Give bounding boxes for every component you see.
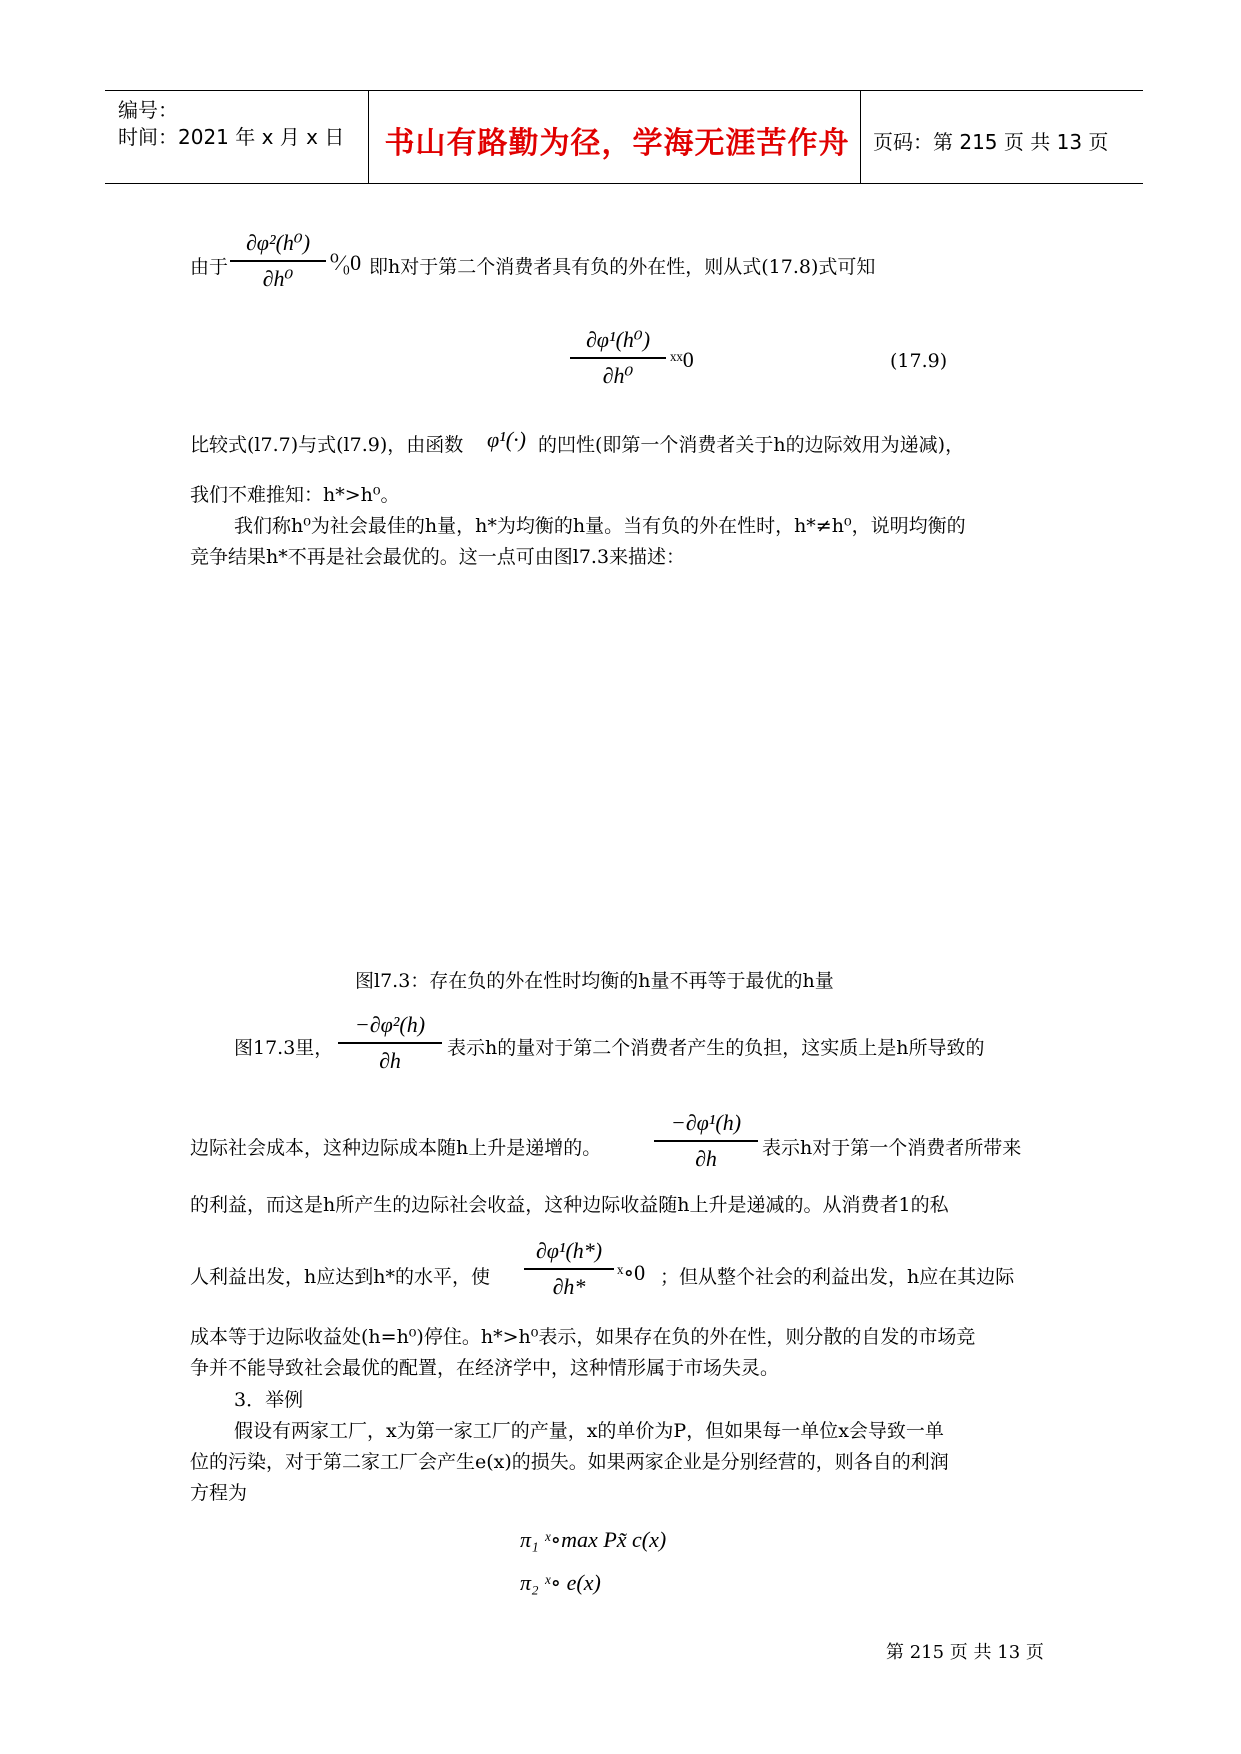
line2-prefix: 比较式(l7.7)与式(l7.9)，由函数 [190, 434, 464, 456]
para2-line2: 竞争结果h*不再是社会最优的。这一点可由图l7.3来描述： [190, 546, 686, 568]
fraction-3 [654, 1108, 758, 1174]
fraction-3-numerator: −∂φ¹(h) [670, 1110, 742, 1135]
header-time-label: 时间：2021 年 x 月 x 日 [118, 125, 345, 149]
header-motto: 书山有路勤为径，学海无涯苦作舟 [384, 126, 850, 161]
fraction-1 [230, 228, 326, 294]
header-number-label: 编号： [118, 98, 178, 122]
fraction-1-numerator: ∂φ²(h⁰) [245, 230, 311, 255]
equation-17-9-fraction [570, 325, 666, 391]
para9-line3: 方程为 [190, 1482, 248, 1504]
para8: 争并不能导致社会最优的配置，在经济学中，这种情形属于市场失灵。 [190, 1357, 780, 1379]
page-footer: 第 215 页 共 13 页 [886, 1642, 1044, 1663]
para6-suffix: ；但从整个社会的利益出发，h应在其边际 [660, 1266, 1015, 1288]
line2-suffix: 的凹性(即第一个消费者关于h的边际效用为递减)， [538, 434, 965, 456]
equation-17-9-numerator: ∂φ¹(h⁰) [585, 327, 651, 352]
line1-prefix: 由于 [190, 256, 229, 278]
equation-17-9-relation: ˣˣ0 [670, 347, 694, 372]
para6-relation: ˣ∘0 [617, 1260, 646, 1285]
line3: 我们不难推知：h*>h⁰。 [190, 484, 400, 506]
header-top-rule [105, 90, 1143, 91]
header-divider-left [368, 91, 369, 184]
para7: 成本等于边际收益处(h=h⁰)停住。h*>h⁰表示，如果存在负的外在性，则分散的自发的市场竞 [190, 1326, 976, 1348]
section-3-heading: 3．举例 [234, 1389, 304, 1411]
fraction-2-denominator: ∂h [379, 1047, 401, 1073]
fraction-4 [524, 1236, 614, 1302]
para3-suffix: 表示h的量对于第二个消费者产生的负担，这实质上是h所导致的 [447, 1037, 985, 1059]
line1-suffix: 即h对于第二个消费者具有负的外在性，则从式(17.8)式可知 [369, 256, 876, 278]
para4-suffix: 表示h对于第一个消费者所带来 [762, 1137, 1022, 1159]
fraction-3-bar [654, 1140, 758, 1142]
fraction-4-bar [524, 1268, 614, 1270]
equation-pi1: π₁ ˣ∘max Px̃ c(x) [520, 1527, 667, 1552]
fraction-4-denominator: ∂h* [552, 1273, 586, 1299]
header-page-label: 页码：第 215 页 共 13 页 [873, 130, 1109, 154]
equation-17-9-denominator: ∂h⁰ [602, 362, 634, 388]
para9-line2: 位的污染，对于第二家工厂会产生e(x)的损失。如果两家企业是分别经营的，则各自的利润 [190, 1451, 949, 1473]
line1-relation: ⁰⁄₀0 [330, 250, 362, 275]
para6-prefix: 人利益出发，h应达到h*的水平，使 [190, 1266, 490, 1288]
line2-function: φ¹(·) [487, 427, 526, 452]
equation-pi2: π₂ ˣ∘ e(x) [520, 1570, 601, 1595]
fraction-2 [338, 1010, 442, 1076]
para2-line1: 我们称h⁰为社会最佳的h量，h*为均衡的h量。当有负的外在性时，h*≠h⁰，说明均衡的 [234, 515, 966, 537]
fraction-1-denominator: ∂h⁰ [262, 265, 294, 291]
para9-line1: 假设有两家工厂，x为第一家工厂的产量，x的单价为P，但如果每一单位x会导致一单 [234, 1420, 944, 1442]
fraction-2-bar [338, 1042, 442, 1044]
fraction-2-numerator: −∂φ²(h) [354, 1012, 426, 1037]
fraction-3-denominator: ∂h [695, 1145, 717, 1171]
header-bottom-rule [105, 183, 1143, 184]
figure-caption: 图l7.3：存在负的外在性时均衡的h量不再等于最优的h量 [355, 970, 834, 992]
para4-prefix: 边际社会成本，这种边际成本随h上升是递增的。 [190, 1137, 602, 1159]
equation-17-9-bar [570, 357, 666, 359]
para5: 的利益，而这是h所产生的边际社会收益，这种边际收益随h上升是递减的。从消费者1的私 [190, 1194, 949, 1216]
fraction-4-numerator: ∂φ¹(h*) [535, 1238, 603, 1263]
equation-17-9-label: (17.9) [890, 350, 948, 372]
para3-prefix: 图17.3里， [234, 1037, 334, 1059]
fraction-1-bar [230, 260, 326, 262]
